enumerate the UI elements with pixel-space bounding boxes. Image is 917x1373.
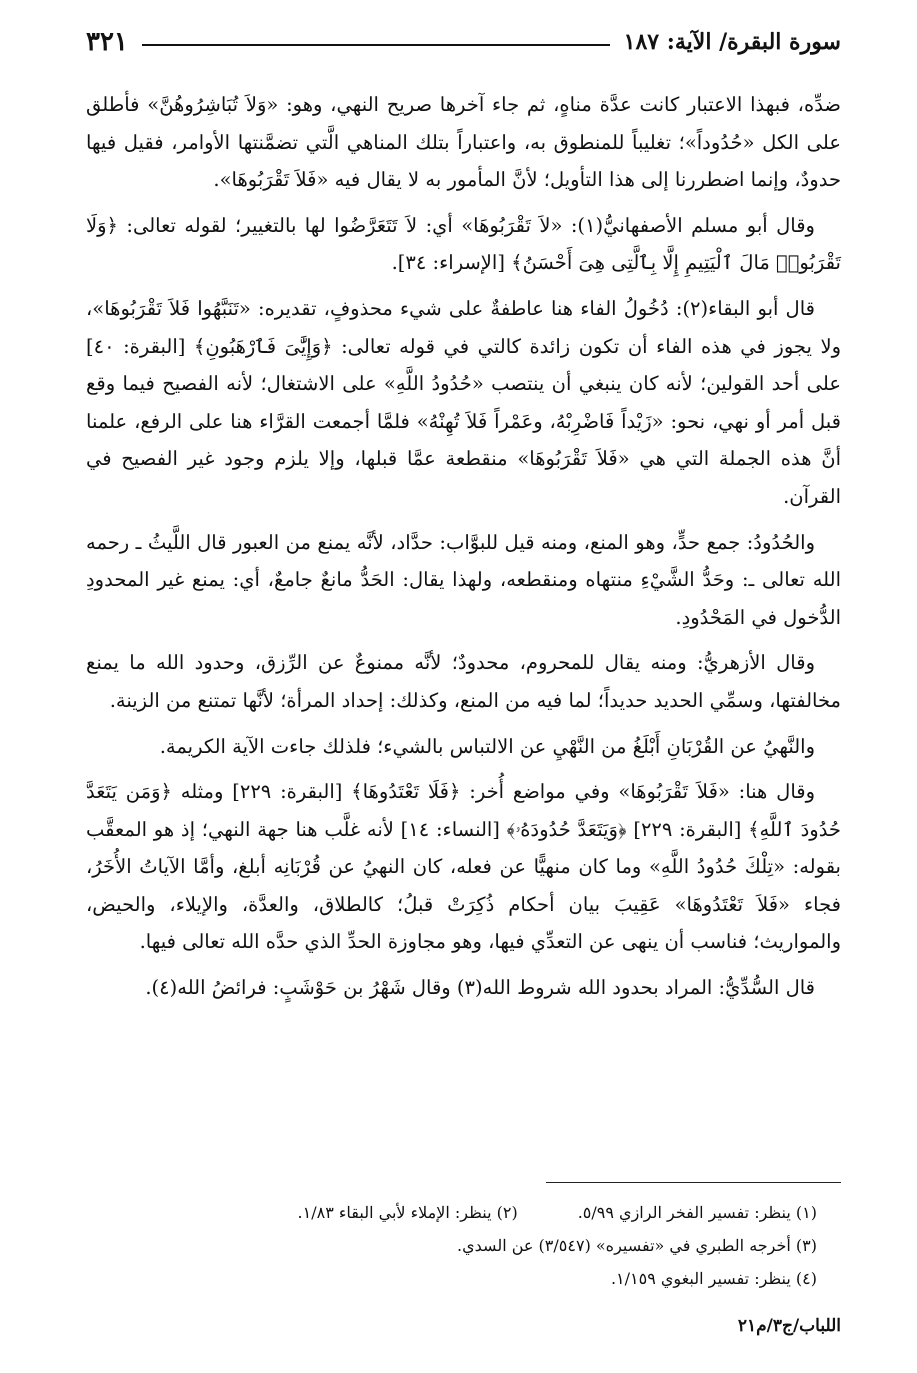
footnote: (٤) ينظر: تفسير البغوي ١/١٥٩. [610, 1269, 817, 1288]
paragraph: وقال أبو مسلم الأصفهانيُّ(١): «لاَ تَقْرَبُوهَا» أي: لاَ تَتَعَرَّضُوا لها بالتغيير؛ لقوله تعالى: ﴿وَلَا تَقْرَبُوا۟ مَالَ ٱلْيَتِيمِ إِلَّا بِٱلَّتِى هِىَ أَحْسَنُ﴾ [الإسراء: ٣٤]. [86, 213, 841, 275]
footnote-row [86, 1229, 817, 1262]
page-number: ٣٢١ [86, 27, 128, 57]
paragraph: قال السُّدِّيُّ: المراد بحدود الله شروط الله(٣) وقال شَهْرُ بن حَوْشَبٍ: فرائضُ الله(٤). [145, 976, 815, 1000]
paragraph: والحُدُودُ: جمع حدٍّ، وهو المنع، ومنه قيل للبوَّاب: حدَّاد، لأنَّه يمنع من العبور قال اللَّيثُ ـ رحمه الله تعالى ـ: وحَدُّ الشَّيْءِ منتهاه ومنقطعه، ولهذا يقال: الحَدُّ مانعٌ جامعٌ، أي: يمنع غير المحدودِ الدُّخول في المَحْدُودِ. [86, 530, 841, 629]
page-body [86, 86, 841, 1015]
header-rule [142, 44, 610, 46]
page-header [86, 22, 841, 62]
paragraph: قال أبو البقاء(٢): دُخُولُ الفاء هنا عاطفةٌ على شيء محذوفٍ، تقديره: «تَنَبَّهُوا فَلاَ تَقْرَبُوهَا»، ولا يجوز في هذه الفاء أن تكون زائدة كالتي في قوله تعالى: ﴿وَإِيَّٰىَ فَٱرْهَبُونِ﴾ [البقرة: ٤٠] على أحد القولين؛ لأنه كان ينبغي أن ينتصب «حُدُودُ اللَّهِ» على الاشتغال؛ لأنه الفصيح فيما وقع قبل أمر أو نهي، نحو: «زَيْداً فَاضْرِبْهُ، وعَمْراً فَلاَ تُهِنْهُ» فلمَّا أجمعت القرَّاء هنا على الرفع، علمنا أنَّ هذه الجملة التي هي «فَلاَ تَقْرَبُوهَا» منقطعة عمَّا قبلها، وإلا يلزم وجود غير الفصيح في القرآن. [86, 296, 841, 508]
footnote-row [86, 1262, 817, 1295]
signature-mark: اللباب/ج٣/م٢١ [737, 1316, 841, 1336]
footnote-separator [546, 1182, 841, 1183]
paragraph: وقال هنا: «فَلاَ تَقْرَبُوهَا» وفي مواضع أُخر: ﴿فَلَا تَعْتَدُوهَا﴾ [البقرة: ٢٢٩] ومثله ﴿وَمَن يَتَعَدَّ حُدُودَ ٱللَّهِ﴾ [البقرة: ٢٢٩] ﴿وَيَتَعَدَّ حُدُودَهُۥ﴾ [النساء: ١٤] لأنه غلَّب هنا جهة النهي؛ إذ هو المعقَّب بقوله: «تِلْكَ حُدُودُ اللَّهِ» وما كان منهيًّا عن فعله، كان النهيُ عن قُرْبَانِه أبلغ، وأمَّا الآياتُ الأُخَرُ، فجاء «فَلاَ تَعْتَدُوهَا» عَقِيبَ بيان أحكام ذُكِرَتْ قبلُ؛ كالطلاق، والعدَّة، والإيلاء، والحيض، والمواريث؛ فناسب أن ينهى عن التعدِّي فيها، وهو مجاوزة الحدِّ الذي حدَّه الله تعالى فيها. [86, 780, 841, 954]
paragraph: والنَّهيُ عن القُرْبَانِ أَبْلَغُ من النَّهْيِ عن الالتباس بالشيء؛ فلذلك جاءت الآية الكريمة. [159, 734, 815, 758]
footnote-row [86, 1196, 817, 1229]
footnote: (٣) أخرجه الطبري في «تفسيره» (٣/٥٤٧) عن السدي. [457, 1236, 817, 1255]
footnote: (١) ينظر: تفسير الفخر الرازي ٥/٩٩. [577, 1203, 817, 1222]
running-title: سورة البقرة/ الآية: ١٨٧ [623, 29, 841, 55]
footnotes [86, 1196, 817, 1295]
paragraph: ضدِّه، فبهذا الاعتبار كانت عدَّة مناهٍ، ثم جاء آخرها صريح النهي، وهو: «وَلاَ تُبَاشِرُوهُنَّ» فأطلق على الكل «حُدُوداً»؛ تغليباً للمنطوق به، واعتباراً بتلك المناهي الَّتي تضمَّنتها الأوامر، فقيل فيها حدودٌ، وإنما اضطررنا إلى هذا التأويل؛ لأنَّ المأمور به لا يقال فيه «فَلاَ تَقْرَبُوهَا». [86, 93, 841, 192]
paragraph: وقال الأزهريُّ: ومنه يقال للمحروم، محدودٌ؛ لأنَّه ممنوعٌ عن الرِّزق، وحدود الله ما يمنع مخالفتها، وسمِّي الحديد حديداً؛ لما فيه من المنع، وكذلك: إحداد المرأة؛ لأنَّها تمتنع من الزينة. [86, 651, 841, 712]
footnote: (٢) ينظر: الإملاء لأبي البقاء ١/٨٣. [297, 1203, 518, 1222]
